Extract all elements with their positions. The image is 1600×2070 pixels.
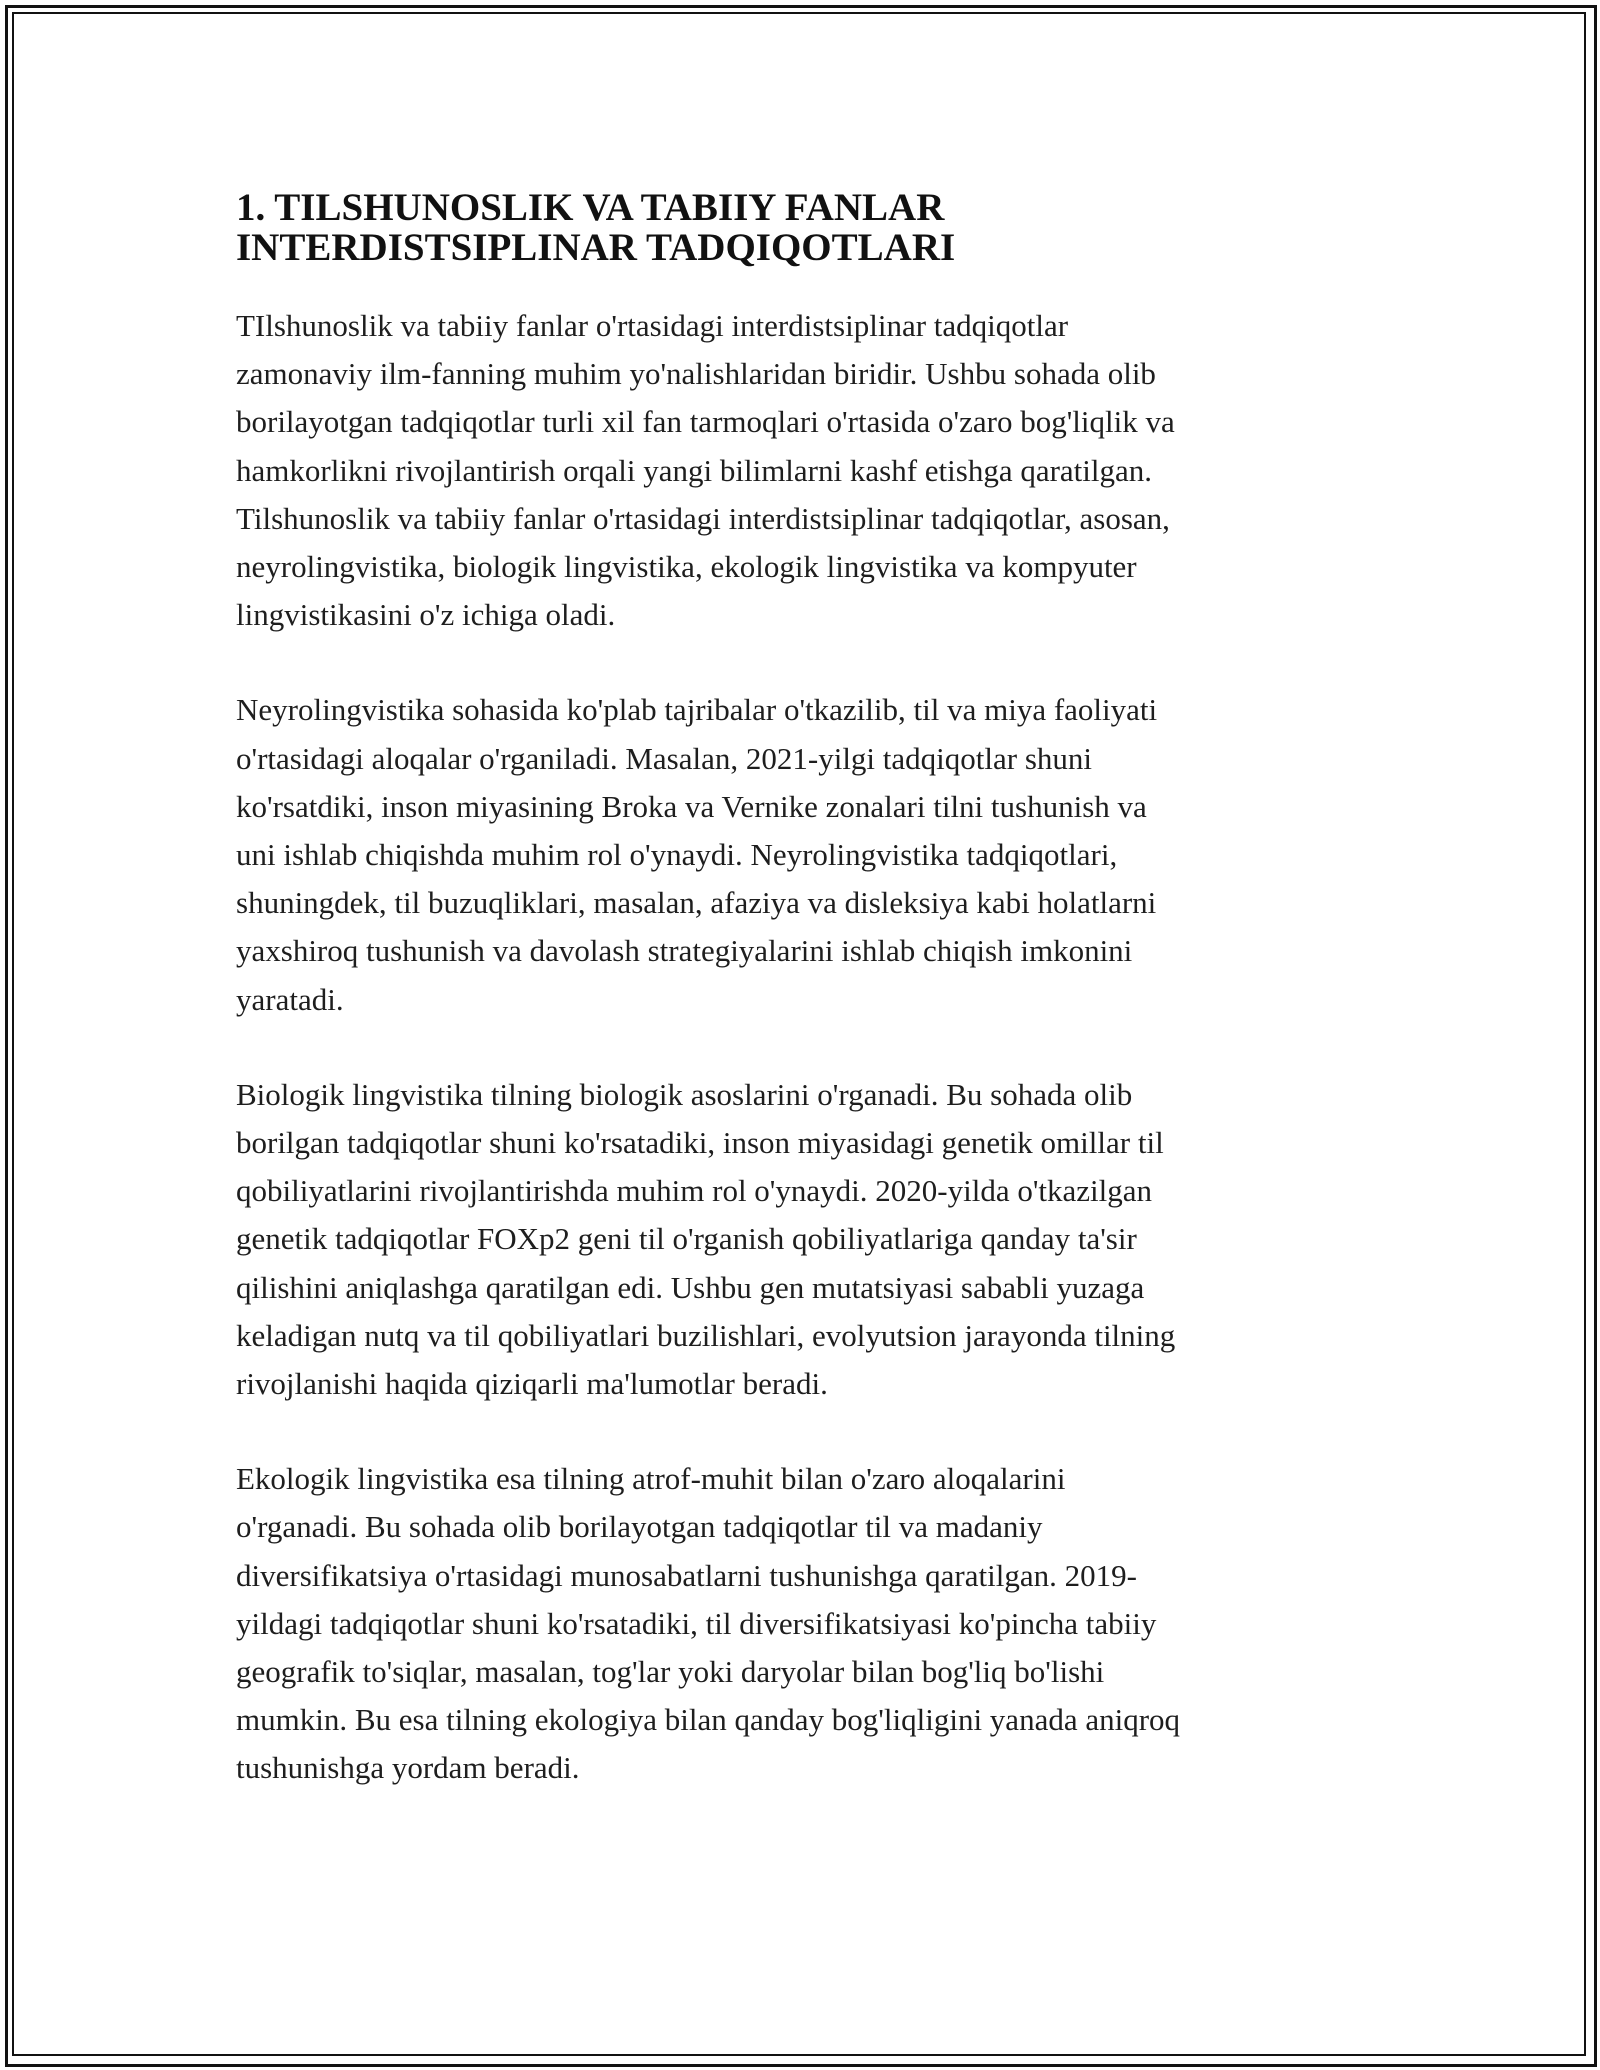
document-body	[236, 188, 1366, 1793]
paragraph-intro: TIlshunoslik va tabiiy fanlar o'rtasidagi interdistsiplinar tadqiqotlar zamonaviy ilm-fanning muhim yo'nalishlaridan biridir. Ushbu sohada olib borilayotgan tadqiqotlar turli xil fan tarmoqlari o'rtasida o'zaro bog'liqlik va hamkorlikni rivojlantirish orqali yangi bilimlarni kashf etishga qaratilgan. Tilshunoslik va tabiiy fanlar o'rtasidagi interdistsiplinar tadqiqotlar, asosan, neyrolingvistika, biologik lingvistika, ekologik lingvistika va kompyuter lingvistikasini o'z ichiga oladi.	[236, 308, 1175, 633]
paragraph-neurolinguistics: Neyrolingvistika sohasida ko'plab tajribalar o'tkazilib, til va miya faoliyati o'rtasidagi aloqalar o'rganiladi. Masalan, 2021-yilgi tadqiqotlar shuni ko'rsatdiki, inson miyasining Broka va Vernike zonalari tilni tushunish va uni ishlab chiqishda muhim rol o'ynaydi. Neyrolingvistika tadqiqotlari, shuningdek, til buzuqliklari, masalan, afaziya va disleksiya kabi holatlarni yaxshiroq tushunish va davolash strategiyalarini ishlab chiqish imkonini yaratadi.	[236, 692, 1158, 1017]
paragraph-biolinguistics: Biologik lingvistika tilning biologik asoslarini o'rganadi. Bu sohada olib borilgan tadqiqotlar shuni ko'rsatadiki, inson miyasidagi genetik omillar til qobiliyatlarini rivojlantirishda muhim rol o'ynaydi. 2020-yilda o'tkazilgan genetik tadqiqotlar FOXp2 geni til o'rganish qobiliyatlariga qanday ta'sir qilishini aniqlashga qaratilgan edi. Ushbu gen mutatsiyasi sababli yuzaga keladigan nutq va til qobiliyatlari buzilishlari, evolyutsion jarayonda tilning rivojlanishi haqida qiziqarli ma'lumotlar beradi.	[236, 1076, 1176, 1402]
paragraph-ecolinguistics: Ekologik lingvistika esa tilning atrof-muhit bilan o'zaro aloqalarini o'rganadi. Bu sohada olib borilayotgan tadqiqotlar til va madaniy diversifikatsiya o'rtasidagi munosabatlarni tushunishga qaratilgan. 2019- yildagi tadqiqotlar shuni ko'rsatadiki, til diversifikatsiyasi ko'pincha tabiiy geografik to'siqlar, masalan, tog'lar yoki daryolar bilan bog'liq bo'lishi mumkin. Bu esa tilning ekologiya bilan qanday bog'liqligini yanada aniqroq tushunishga yordam beradi.	[236, 1461, 1181, 1786]
section-heading: 1. TILSHUNOSLIK VA TABIIY FANLAR INTERDISTSIPLINAR TADQIQOTLARI	[236, 186, 956, 269]
